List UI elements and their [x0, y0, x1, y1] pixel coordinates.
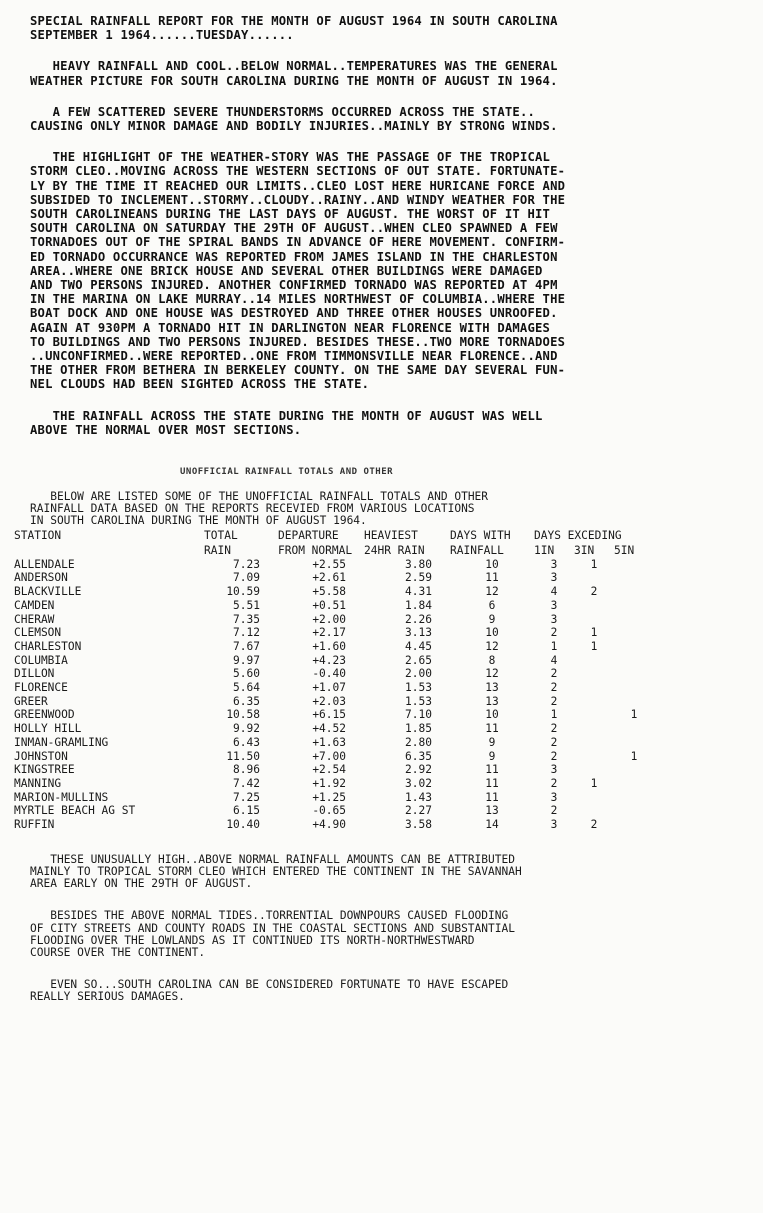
cell-heaviest: 1.84 [405, 598, 432, 612]
cell-station: BLACKVILLE [14, 585, 82, 599]
cell-station: HOLLY HILL [14, 722, 82, 736]
cell-total: 5.60 [233, 667, 260, 681]
paragraph-flooding: BESIDES THE ABOVE NORMAL TIDES..TORRENTIAL DOWNPOURS CAUSED FLOODING OF CITY STREETS AND COUNTY ROADS IN THE COASTAL SECTIONS AND SUBSTANTIAL FLOODING OVER THE LOWLANDS AS IT CONTINUED ITS NORTH-NORTHWESTWARD COURSE OVER THE CONTINENT. [30, 909, 515, 959]
closing-section [30, 854, 735, 1004]
cell-heaviest: 3.02 [405, 776, 432, 790]
title-line-2: SEPTEMBER 1 1964......TUESDAY...... [30, 28, 294, 43]
cell-station: MANNING [14, 776, 62, 790]
report-header-section [30, 14, 735, 437]
cell-days: 13 [485, 694, 499, 708]
cell-in3 [574, 599, 614, 613]
cell-total: 7.23 [233, 557, 260, 571]
paragraph-weather-summary: HEAVY RAINFALL AND COOL..BELOW NORMAL..TEMPERATURES WAS THE GENERAL WEATHER PICTURE FOR SOUTH CAROLINA DURING THE MONTH OF AUGUST IN 1964. [30, 59, 558, 88]
cell-total: 7.12 [233, 626, 260, 640]
cell-days: 11 [485, 776, 499, 790]
cell-station: FLORENCE [14, 681, 68, 695]
col-days-rain: DAYS WITH [450, 528, 511, 542]
cell-heaviest: 2.00 [405, 667, 432, 681]
cell-heaviest: 1.85 [405, 722, 432, 736]
cell-station: GREER [14, 694, 48, 708]
cell-heaviest: 6.35 [405, 749, 432, 763]
cell-heaviest: 3.80 [405, 557, 432, 571]
cell-in3 [574, 571, 614, 585]
cell-total: 9.97 [233, 653, 260, 667]
table-row [14, 695, 654, 709]
cell-in5: 1 [630, 749, 638, 763]
cell-in1: 3 [550, 557, 558, 571]
cell-departure: +4.52 [312, 722, 346, 736]
cell-in5 [614, 626, 654, 640]
cell-in5 [614, 613, 654, 627]
cell-total: 10.58 [226, 708, 260, 722]
cell-in1: 2 [550, 776, 558, 790]
col-heaviest-sub: 24HR RAIN [364, 543, 425, 557]
cell-station: DILLON [14, 667, 55, 681]
cell-departure: -0.65 [312, 804, 346, 818]
table-row [14, 640, 654, 654]
cell-days: 14 [485, 818, 499, 832]
cell-in1: 2 [550, 626, 558, 640]
table-row [14, 626, 654, 640]
cell-in3 [574, 695, 614, 709]
cell-in3 [574, 681, 614, 695]
report-title [30, 14, 735, 42]
cell-in5 [614, 695, 654, 709]
cell-heaviest: 3.58 [405, 818, 432, 832]
cell-station: KINGSTREE [14, 763, 75, 777]
col-departure-sub: FROM NORMAL [278, 543, 353, 557]
col-exceed-1in: 1IN [534, 543, 555, 557]
paragraph-thunderstorms: A FEW SCATTERED SEVERE THUNDERSTORMS OCCURRED ACROSS THE STATE.. CAUSING ONLY MINOR DAMAGE AND BODILY INJURIES..MAINLY BY STRONG WINDS. [30, 104, 558, 134]
col-heaviest: HEAVIEST [364, 528, 418, 542]
col-days-rain-sub: RAINFALL [450, 543, 504, 557]
cell-in3: 1 [590, 626, 598, 640]
cell-in1: 2 [550, 694, 558, 708]
title-line-1: SPECIAL RAINFALL REPORT FOR THE MONTH OF AUGUST 1964 IN SOUTH CAROLINA [30, 14, 558, 28]
cell-in5 [614, 571, 654, 585]
cell-total: 6.35 [233, 694, 260, 708]
cell-in1: 4 [550, 653, 558, 667]
cell-heaviest: 2.92 [405, 763, 432, 777]
cell-total: 5.64 [233, 681, 260, 695]
cell-station: CAMDEN [14, 598, 55, 612]
cell-in5 [614, 777, 654, 791]
table-body [14, 558, 654, 832]
cell-station: CLEMSON [14, 626, 62, 640]
cell-departure: +1.07 [312, 681, 346, 695]
cell-days: 11 [485, 722, 499, 736]
cell-in1: 3 [550, 598, 558, 612]
cell-heaviest: 1.43 [405, 790, 432, 804]
cell-in1: 2 [550, 667, 558, 681]
cell-days: 13 [485, 681, 499, 695]
cell-in3: 1 [590, 776, 598, 790]
col-exceed-5in: 5IN [614, 543, 635, 557]
cell-station: MYRTLE BEACH AG ST [14, 804, 136, 818]
cell-in3 [574, 708, 614, 722]
cell-station: ANDERSON [14, 571, 68, 585]
cell-in3 [574, 667, 614, 681]
cell-in5 [614, 585, 654, 599]
cell-days: 12 [485, 639, 499, 653]
cell-departure: +1.63 [312, 735, 346, 749]
cell-days: 9 [488, 749, 496, 763]
cell-in3 [574, 736, 614, 750]
cell-in1: 3 [550, 763, 558, 777]
cell-heaviest: 1.53 [405, 681, 432, 695]
cell-in1: 2 [550, 681, 558, 695]
paragraph-storm-cleo: THE HIGHLIGHT OF THE WEATHER-STORY WAS THE PASSAGE OF THE TROPICAL STORM CLEO..MOVING ACROSS THE WESTERN SECTIONS OF OUT STATE. FORTUNATE- LY BY THE TIME IT REACHED OUR LIMITS..CLEO LOST HERE HURICANE FORCE AND SUBSIDED TO INCLEMENT..STORMY..CLOUDY..RAINY..AND WINDY WEATHER FOR THE SOUTH CAROLINEANS DURING THE LAST DAYS OF AUGUST. THE WORST OF IT HIT SOUTH CAROLINA ON SATURDAY THE 29TH OF AUGUST..WHEN CLEO SPAWNED A FEW TORNADOES OUT OF THE SPIRAL BANDS IN ADVANCE OF HERE MOVEMENT. CONFIRM- ED TORNADO OCCURRANCE WAS REPORTED FROM JAMES ISLAND IN THE CHARLESTON AREA..WHERE ONE BRICK HOUSE AND SEVERAL OTHER BUILDINGS WERE DAMAGED AND TWO PERSONS INJURED. ANOTHER CONFIRMED TORNADO WAS REPORTED AT 4PM IN THE MARINA ON LAKE MURRAY..14 MILES NORTHWEST OF COLUMBIA..WHERE THE BOAT DOCK AND ONE HOUSE WAS DESTROYED AND THREE OTHER HOUSES UNROOFED. AGAIN AT 930PM A TORNADO HIT IN DARLINGTON NEAR FLORENCE WITH DAMAGES TO BUILDINGS AND TWO PERSONS INJURED. BESIDES THESE..TWO MORE TORNADOES ..UNCONFIRMED..WERE REPORTED..ONE FROM TIMMONSVILLE NEAR FLORENCE..AND THE OTHER FROM BETHERA IN BERKELEY COUNTY. ON THE SAME DAY SEVERAL FUN- NEL CLOUDS HAD BEEN SIGHTED ACROSS THE STATE. [30, 150, 566, 392]
cell-in5 [614, 722, 654, 736]
cell-in3: 1 [590, 639, 598, 653]
cell-in5: 1 [630, 708, 638, 722]
cell-total: 10.40 [226, 818, 260, 832]
cell-days: 9 [488, 612, 496, 626]
cell-in5 [614, 558, 654, 572]
cell-total: 11.50 [226, 749, 260, 763]
cell-station: INMAN-GRAMLING [14, 735, 109, 749]
cell-departure: +4.23 [312, 653, 346, 667]
cell-days: 6 [488, 598, 496, 612]
cell-heaviest: 1.53 [405, 694, 432, 708]
table-row [14, 750, 654, 764]
cell-heaviest: 2.80 [405, 735, 432, 749]
col-total-sub: RAIN [204, 543, 231, 557]
cell-departure: +1.60 [312, 639, 346, 653]
col-exceed-3in: 3IN [574, 543, 595, 557]
cell-departure: +2.00 [312, 612, 346, 626]
cell-days: 10 [485, 557, 499, 571]
cell-in1: 1 [550, 708, 558, 722]
cell-in1: 3 [550, 790, 558, 804]
paragraph-conclusion: EVEN SO...SOUTH CAROLINA CAN BE CONSIDERED FORTUNATE TO HAVE ESCAPED REALLY SERIOUS DAMAGES. [30, 978, 509, 1004]
cell-in5 [614, 667, 654, 681]
cell-days: 13 [485, 804, 499, 818]
cell-total: 7.25 [233, 790, 260, 804]
cell-departure: +2.03 [312, 694, 346, 708]
cell-heaviest: 4.45 [405, 639, 432, 653]
cell-in1: 3 [550, 818, 558, 832]
cell-station: GREENWOOD [14, 708, 75, 722]
rainfall-table [14, 528, 654, 832]
table-row [14, 585, 654, 599]
cell-in3 [574, 791, 614, 805]
cell-days: 11 [485, 763, 499, 777]
table-row [14, 763, 654, 777]
cell-heaviest: 4.31 [405, 585, 432, 599]
cell-in3 [574, 763, 614, 777]
table-row [14, 804, 654, 818]
table-row [14, 558, 654, 572]
cell-in3: 2 [590, 818, 598, 832]
cell-in3 [574, 613, 614, 627]
cell-departure: +1.92 [312, 776, 346, 790]
cell-heaviest: 2.27 [405, 804, 432, 818]
col-station: STATION [14, 528, 62, 542]
table-row [14, 681, 654, 695]
cell-station: RUFFIN [14, 818, 55, 832]
cell-departure: +5.58 [312, 585, 346, 599]
cell-in1: 2 [550, 722, 558, 736]
table-header [14, 528, 654, 558]
cell-days: 12 [485, 667, 499, 681]
table-row [14, 599, 654, 613]
cell-in5 [614, 791, 654, 805]
cell-departure: +7.00 [312, 749, 346, 763]
cell-days: 12 [485, 585, 499, 599]
cell-departure: +2.54 [312, 763, 346, 777]
cell-in3: 1 [590, 557, 598, 571]
cell-departure: +0.51 [312, 598, 346, 612]
cell-in1: 1 [550, 639, 558, 653]
cell-departure: +4.90 [312, 818, 346, 832]
cell-in5 [614, 599, 654, 613]
table-row [14, 736, 654, 750]
col-departure: DEPARTURE [278, 528, 339, 542]
cell-departure: +2.55 [312, 557, 346, 571]
cell-days: 10 [485, 626, 499, 640]
cell-departure: +2.17 [312, 626, 346, 640]
table-row [14, 654, 654, 668]
table-row [14, 667, 654, 681]
cell-heaviest: 2.59 [405, 571, 432, 585]
cell-in5 [614, 681, 654, 695]
cell-days: 11 [485, 790, 499, 804]
cell-station: MARION-MULLINS [14, 790, 109, 804]
cell-total: 7.67 [233, 639, 260, 653]
cell-total: 7.42 [233, 776, 260, 790]
cell-total: 6.15 [233, 804, 260, 818]
cell-station: COLUMBIA [14, 653, 68, 667]
cell-days: 8 [488, 653, 496, 667]
cell-departure: +1.25 [312, 790, 346, 804]
cell-total: 7.09 [233, 571, 260, 585]
col-total: TOTAL [204, 528, 238, 542]
cell-departure: +6.15 [312, 708, 346, 722]
col-days-exceeding: DAYS EXCEDING [534, 528, 622, 542]
cell-days: 10 [485, 708, 499, 722]
paragraph-rainfall-above-normal: THE RAINFALL ACROSS THE STATE DURING THE MONTH OF AUGUST WAS WELL ABOVE THE NORMAL OVER MOST SECTIONS. [30, 408, 543, 437]
cell-in5 [614, 763, 654, 777]
cell-days: 11 [485, 571, 499, 585]
paragraph-attribution: THESE UNUSUALLY HIGH..ABOVE NORMAL RAINFALL AMOUNTS CAN BE ATTRIBUTED MAINLY TO TROPICAL STORM CLEO WHICH ENTERED THE CONTINENT IN THE SAVANNAH AREA EARLY ON THE 29TH OF AUGUST. [30, 852, 522, 891]
table-row [14, 613, 654, 627]
cell-heaviest: 2.65 [405, 653, 432, 667]
cell-in5 [614, 818, 654, 832]
cell-in5 [614, 804, 654, 818]
cell-total: 8.96 [233, 763, 260, 777]
cell-heaviest: 3.13 [405, 626, 432, 640]
cell-in3 [574, 722, 614, 736]
cell-in5 [614, 640, 654, 654]
table-intro: BELOW ARE LISTED SOME OF THE UNOFFICIAL RAINFALL TOTALS AND OTHER RAINFALL DATA BASED ON THE REPORTS RECEVIED FROM VARIOUS LOCATIONS IN SOUTH CAROLINA DURING THE MONTH OF AUGUST 1964. [30, 490, 489, 528]
table-row [14, 708, 654, 722]
cell-in1: 2 [550, 804, 558, 818]
cell-in5 [614, 654, 654, 668]
cell-total: 9.92 [233, 722, 260, 736]
cell-in3 [574, 750, 614, 764]
cell-station: JOHNSTON [14, 749, 68, 763]
cell-in1: 3 [550, 571, 558, 585]
rainfall-data-section [14, 490, 735, 1004]
cell-departure: -0.40 [312, 667, 346, 681]
cell-in1: 2 [550, 749, 558, 763]
cell-in1: 3 [550, 612, 558, 626]
cell-departure: +2.61 [312, 571, 346, 585]
cell-station: CHARLESTON [14, 639, 82, 653]
section-heading: UNOFFICIAL RAINFALL TOTALS AND OTHER [180, 467, 394, 478]
cell-heaviest: 2.26 [405, 612, 432, 626]
cell-in1: 2 [550, 735, 558, 749]
cell-total: 7.35 [233, 612, 260, 626]
cell-days: 9 [488, 735, 496, 749]
cell-heaviest: 7.10 [405, 708, 432, 722]
cell-in1: 4 [550, 585, 558, 599]
cell-total: 6.43 [233, 735, 260, 749]
cell-total: 10.59 [226, 585, 260, 599]
cell-in3: 2 [590, 585, 598, 599]
cell-in3 [574, 804, 614, 818]
cell-total: 5.51 [233, 598, 260, 612]
cell-in3 [574, 654, 614, 668]
table-row [14, 571, 654, 585]
cell-in5 [614, 736, 654, 750]
table-row [14, 777, 654, 791]
cell-station: ALLENDALE [14, 557, 75, 571]
cell-station: CHERAW [14, 612, 55, 626]
table-row [14, 791, 654, 805]
table-row [14, 722, 654, 736]
table-row [14, 818, 654, 832]
